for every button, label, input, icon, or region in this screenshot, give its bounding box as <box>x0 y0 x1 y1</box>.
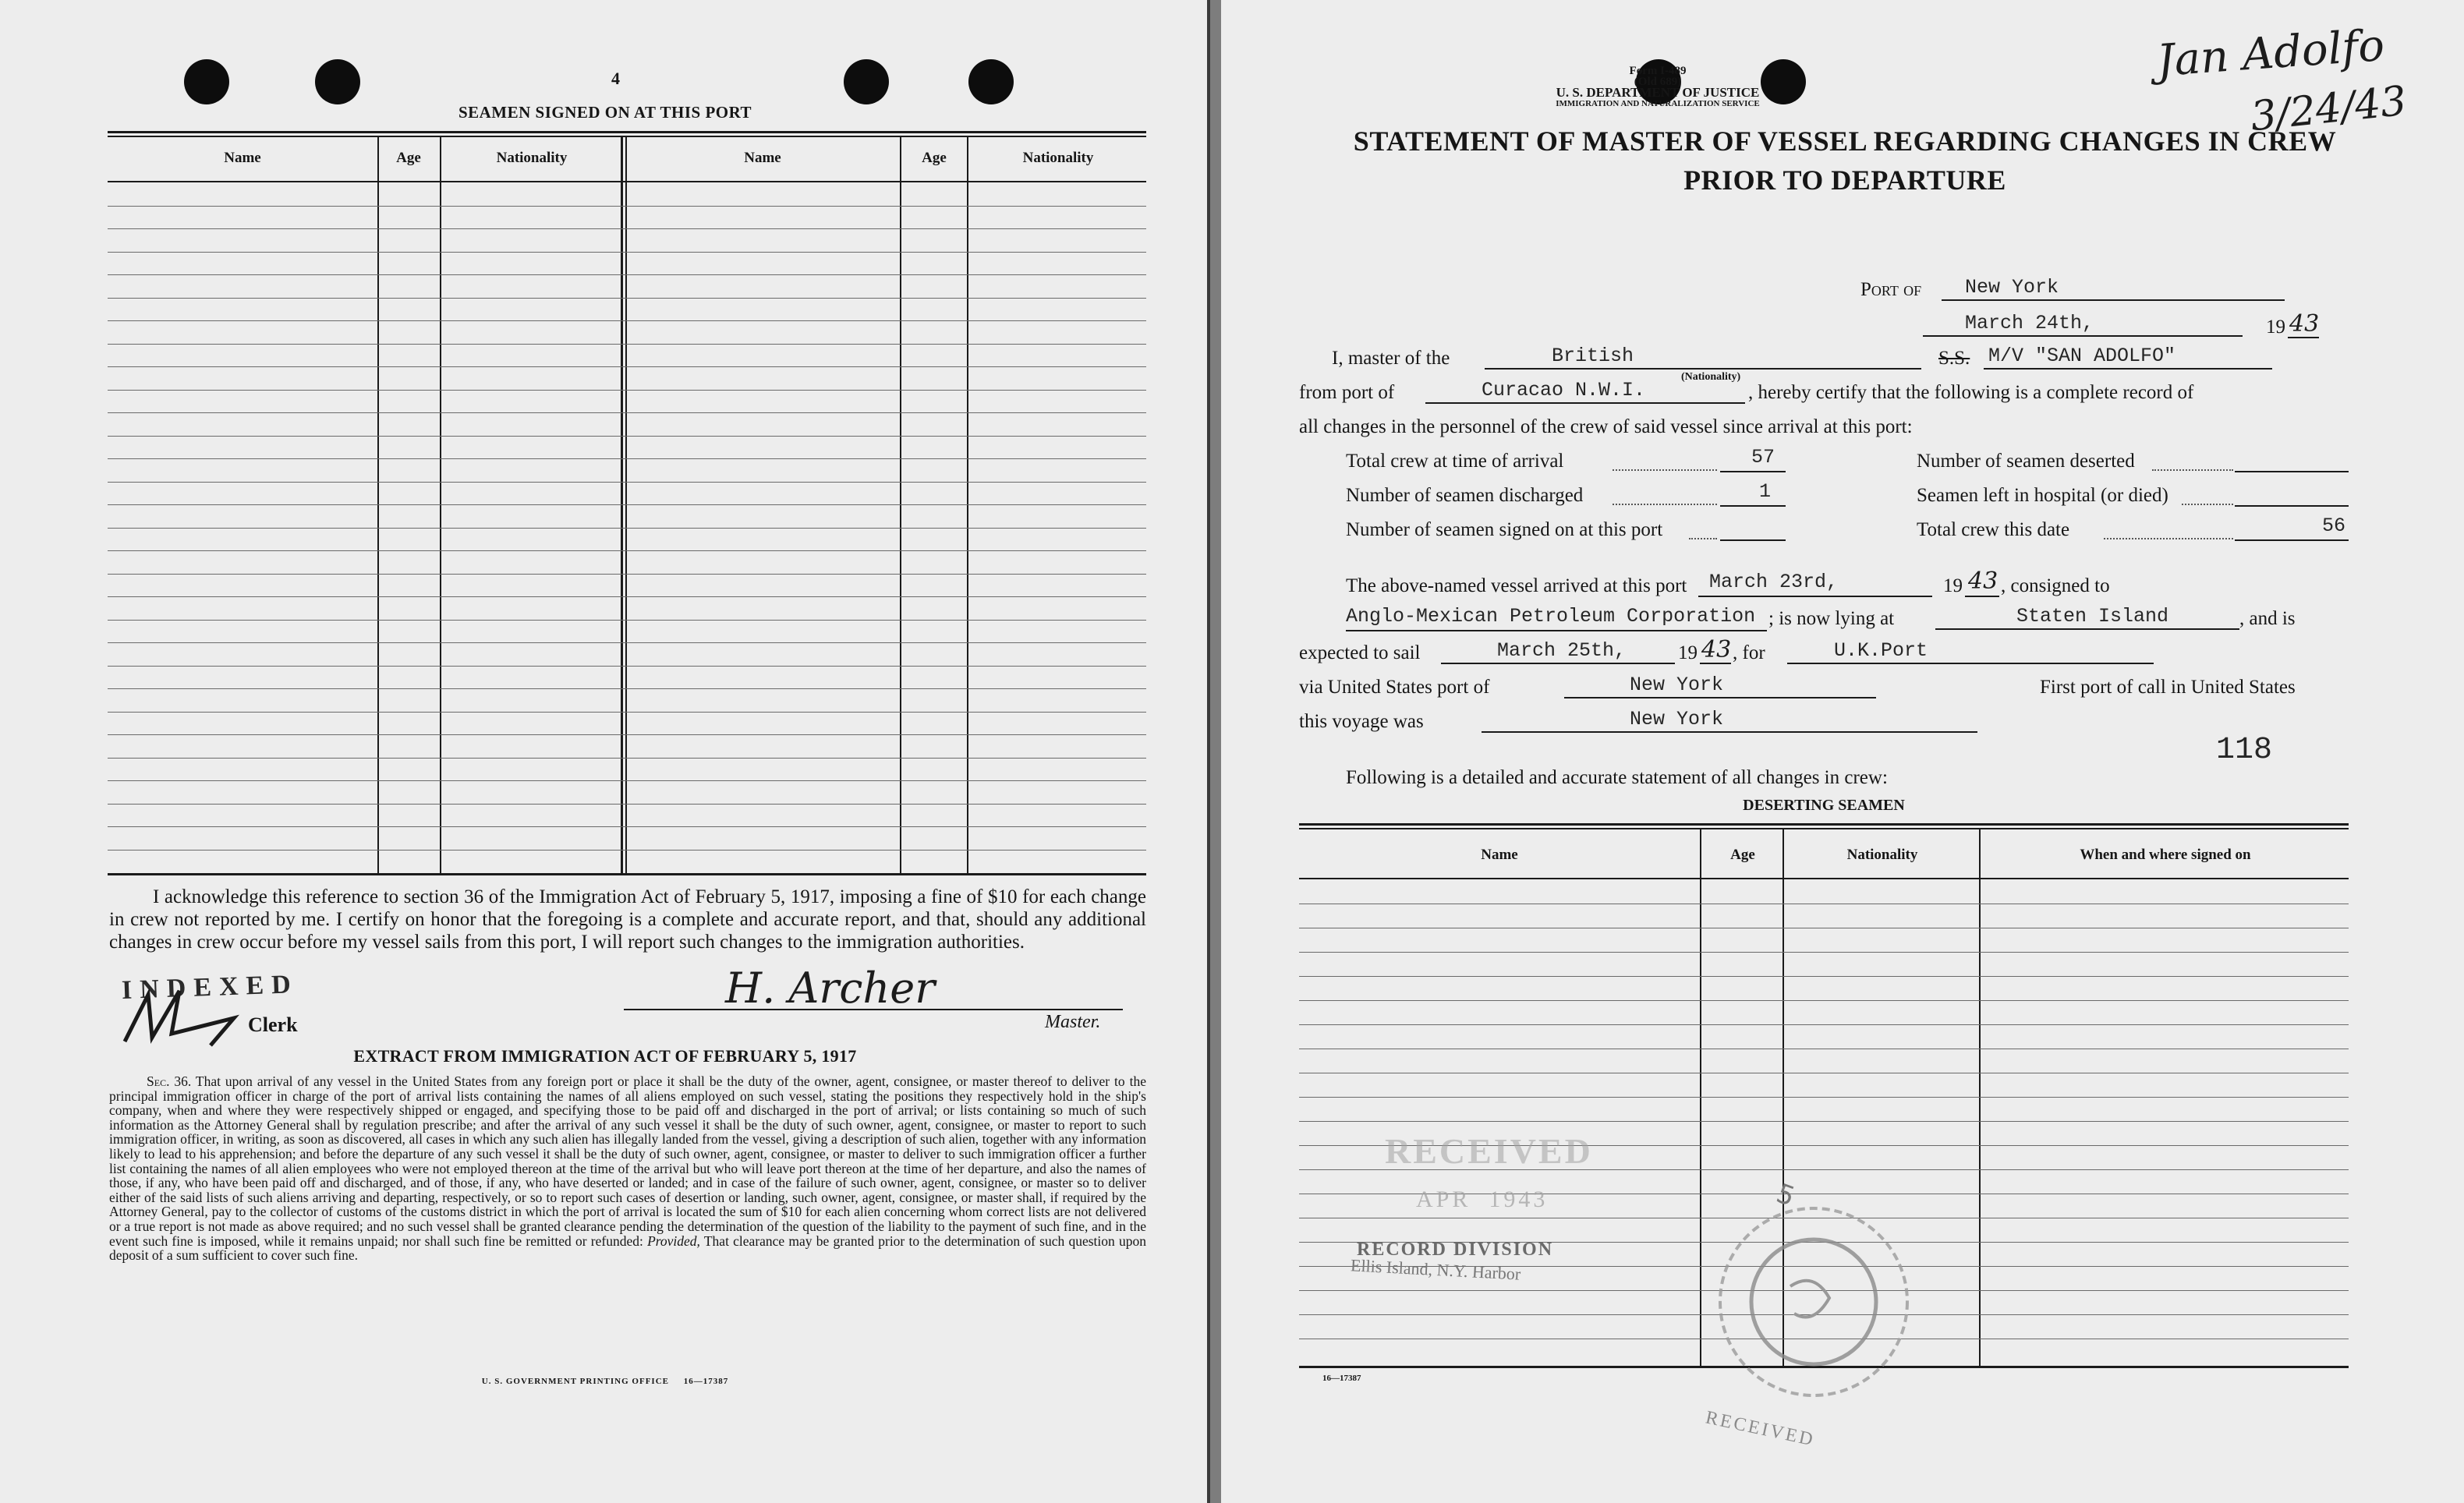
leader-dots <box>1689 538 1717 539</box>
table-row-rule <box>1299 952 2349 953</box>
table-row-rule <box>108 850 1146 851</box>
received-stamp: RECEIVED <box>1385 1131 1593 1171</box>
footer-number: 16—17387 <box>1322 1374 1361 1383</box>
and-is-label: , and is <box>2239 608 2296 629</box>
table-row-rule <box>108 206 1146 207</box>
printer-imprint: U. S. GOVERNMENT PRINTING OFFICE 16—17387 <box>481 1377 729 1386</box>
table-row-rule <box>108 780 1146 781</box>
punch-hole <box>184 59 229 104</box>
deserting-heading: DESERTING SEAMEN <box>1743 797 1905 814</box>
column-divider <box>440 137 441 875</box>
table-row-rule <box>108 366 1146 367</box>
nationality-value: British <box>1552 345 1634 367</box>
column-header-name: Name <box>1481 847 1518 863</box>
date-value: March 24th, <box>1965 312 2094 334</box>
section-36-text <box>109 1074 1146 1263</box>
left-page <box>0 0 1210 1503</box>
table-row-rule <box>108 712 1146 713</box>
table-row-rule <box>108 458 1146 459</box>
signature-line <box>624 1009 1123 1010</box>
ellis-island-stamp: Ellis Island, N.Y. Harbor <box>1350 1255 1521 1284</box>
handwritten-vessel-note: Jan Adolfo <box>2155 19 2386 87</box>
title-line-2: PRIOR TO DEPARTURE <box>1683 164 2006 196</box>
indexed-stamp: INDEXED <box>121 970 299 1005</box>
certify-text: , hereby certify that the following is a complete record of <box>1748 382 2194 403</box>
from-port-label: from port of <box>1299 382 1395 403</box>
handwritten-date-note: 3/24/43 <box>2248 77 2409 141</box>
table-row-rule <box>108 298 1146 299</box>
from-port-value: Curacao N.W.I. <box>1482 379 1646 401</box>
for-line <box>1787 663 2154 664</box>
column-header-age: Age <box>1730 847 1755 863</box>
page-number: 4 <box>611 69 620 88</box>
right-page <box>1221 0 2464 1503</box>
table-row-rule <box>108 274 1146 275</box>
table-top-rule <box>1299 823 2349 826</box>
column-header-name: Name <box>224 150 261 166</box>
consigned-to-label: , consigned to <box>2001 575 2110 596</box>
table-top-rule <box>108 131 1146 133</box>
section-end: That clearance may be granted prior to the determination of such question upon deposit of a sum sufficient to cover such fine. <box>109 1232 1147 1264</box>
form-header <box>1432 65 1884 109</box>
table-row-rule <box>108 528 1146 529</box>
signed-on-label: Number of seamen signed on at this port <box>1346 519 1663 540</box>
table-row-rule <box>108 574 1146 575</box>
table-row-rule <box>108 436 1146 437</box>
received-date-stamp: APR 1943 <box>1416 1186 1549 1212</box>
expected-label: expected to sail <box>1299 642 1421 663</box>
table-row-rule <box>108 320 1146 321</box>
arrived-label: The above-named vessel arrived at this port <box>1346 575 1687 596</box>
table-row-rule <box>108 804 1146 805</box>
table-top-rule <box>1299 828 2349 829</box>
column-header-nationality: Nationality <box>496 150 568 166</box>
column-divider <box>900 137 901 875</box>
arrived-year-prefix: 19 <box>1943 575 1963 596</box>
first-call-label: First port of call in United States <box>2040 677 2296 698</box>
svg-text:5: 5 <box>1772 1177 1799 1213</box>
column-divider <box>1979 829 1981 1367</box>
table-row-rule <box>108 826 1146 827</box>
port-line <box>1942 299 2285 301</box>
discharged-value: 1 <box>1759 480 1772 503</box>
column-divider <box>621 137 623 875</box>
extract-title: EXTRACT FROM IMMIGRATION ACT OF FEBRUARY 5, 1917 <box>353 1046 857 1066</box>
for-label: , for <box>1733 642 1765 663</box>
punch-hole <box>315 59 360 104</box>
deserted-label: Number of seamen deserted <box>1917 451 2135 472</box>
leader-dots <box>1613 469 1717 471</box>
all-changes-text: all changes in the personnel of the crew of said vessel since arrival at this port: <box>1299 416 1913 437</box>
section-heading: SEAMEN SIGNED ON AT THIS PORT <box>458 103 752 122</box>
value-line <box>2235 471 2349 472</box>
record-division-stamp: RECORD DIVISION <box>1357 1240 1554 1260</box>
department-name: U. S. DEPARTMENT OF JUSTICE <box>1556 85 1760 100</box>
consignee-value: Anglo-Mexican Petroleum Corporation <box>1346 605 1756 628</box>
table-row-rule <box>108 228 1146 229</box>
vessel-name-value: M/V "SAN ADOLFO" <box>1988 345 2176 367</box>
value-line <box>2235 505 2349 507</box>
expected-year-value: 43 <box>1701 636 1732 663</box>
column-header-age: Age <box>922 150 947 166</box>
expected-line <box>1441 663 1675 664</box>
column-header-age: Age <box>396 150 421 166</box>
leader-dots <box>2182 504 2233 505</box>
clerk-label: Clerk <box>248 1013 298 1036</box>
arrived-year-value: 43 <box>1968 568 1998 595</box>
value-line <box>1720 505 1786 507</box>
expected-year-prefix: 19 <box>1678 642 1698 663</box>
punch-hole <box>844 59 889 104</box>
from-port-line <box>1425 402 1745 404</box>
lying-line <box>1935 628 2239 630</box>
section-label: Sec. 36. <box>147 1073 192 1089</box>
table-row-rule <box>108 482 1146 483</box>
year-value: 43 <box>2289 310 2320 338</box>
table-row-rule <box>1299 1000 2349 1001</box>
table-header-rule <box>1299 878 2349 879</box>
voyage-label: this voyage was <box>1299 711 1424 732</box>
vessel-line <box>1984 368 2272 370</box>
section-body: That upon arrival of any vessel in the United States from any foreign port or place it shall be the duty of the owner, agent, consignee, or master thereof to deliver to the principal immigration officer in charge of the port of arrival lists containing the names of all aliens employed on such vessel, stating the positions they respectively hold in the ship's company, when and where they were respectively shipped or engaged, and specifying those to be paid off and discharged in the port of arrival; or lists containing so much of such information as the Attorney General shall by regulation prescribe; and after the arrival of any such vessel it shall be the duty of such owner, agent, consignee, or master to report to such immigration officer, in writing, as soon as discovered, all cases in which any such alien has illegally landed from the vessel, giving a description of such alien, together with any information likely to lead to his apprehension; and before the departure of any such vessel it shall be the duty of such owner, agent, consignee, or master to deliver to such immigration officer a further list containing the names of all alien employees who were not employed thereon at the time of the arrival but who will leave port thereon at the time of her departure, and also the names of those, if any, who have been paid off and discharged, and of those, if any, who have deserted or landed; and in case of the failure of such owner, agent, consignee, or master so to deliver either of the said lists of such aliens arriving and departing, respectively, or so to report such cases of desertion or landing, such owner, agent, consignee, or master shall, if required by the Attorney General, pay to the collector of customs of the customs district in which the port of arrival is located the sum of $10 for each alien concerning whom correct lists are not delivered or a true report is not made as above required; and no such vessel shall be granted clearance pending the determination of the question of the liability to the payment of such fine, and in the event such fine is imposed, while it remains unpaid; nor shall such fine be remitted or refunded: <box>109 1073 1146 1249</box>
arrived-year-line <box>1965 596 1999 597</box>
year-prefix: 19 <box>2266 317 2285 338</box>
punch-hole <box>968 59 1014 104</box>
table-row-rule <box>108 390 1146 391</box>
page-count: 118 <box>2216 733 2273 768</box>
form-number: Form I-489 <box>1629 65 1687 77</box>
port-label: Port of <box>1860 279 1922 300</box>
via-value: New York <box>1630 674 1724 696</box>
section-provided: Provided, <box>647 1232 700 1249</box>
table-row-rule <box>1299 1121 2349 1122</box>
table-row-rule <box>108 620 1146 621</box>
value-line <box>1720 471 1786 472</box>
table-row-rule <box>108 252 1146 253</box>
nationality-line <box>1485 368 1921 370</box>
table-row-rule <box>108 642 1146 643</box>
circular-postmark-icon <box>1697 1169 1931 1411</box>
expected-date-value: March 25th, <box>1497 639 1627 662</box>
consignee-line <box>1346 630 1767 631</box>
leader-dots <box>1613 504 1717 505</box>
acknowledgment-text: I acknowledge this reference to section 36 of the Immigration Act of February 5, 1917, imposing a fine of $10 for each change in crew not reported by me. I certify on honor that the foregoing is a complete and accurate report, and that, should any additional changes in crew occur before my vessel sails from this port, I will report such changes to the immigration authorities. <box>109 886 1146 953</box>
table-row-rule <box>108 412 1146 413</box>
table-header-rule <box>108 181 1146 182</box>
column-header-nationality: Nationality <box>1022 150 1094 166</box>
total-this-date-label: Total crew this date <box>1917 519 2070 540</box>
table-top-rule <box>108 136 1146 137</box>
following-text: Following is a detailed and accurate statement of all changes in crew: <box>1346 767 1888 788</box>
for-value: U.K.Port <box>1834 639 1928 662</box>
date-line <box>1923 335 2243 337</box>
table-row-rule <box>1299 1024 2349 1025</box>
via-line <box>1564 697 1876 698</box>
column-divider <box>967 137 968 875</box>
value-line <box>1720 539 1786 541</box>
hospital-label: Seamen left in hospital (or died) <box>1917 485 2168 506</box>
title-line-1: STATEMENT OF MASTER OF VESSEL REGARDING CHANGES IN CREW <box>1353 126 2337 157</box>
form-title <box>1338 122 2352 200</box>
table-row-rule <box>108 550 1146 551</box>
discharged-label: Number of seamen discharged <box>1346 485 1584 506</box>
total-crew-arrival-value: 57 <box>1751 446 1775 469</box>
leader-dots <box>2152 469 2233 471</box>
table-row-rule <box>108 666 1146 667</box>
master-of-label: I, master of the <box>1332 348 1450 369</box>
vessel-prefix: S.S. <box>1938 348 1970 369</box>
table-row-rule <box>108 504 1146 505</box>
via-label: via United States port of <box>1299 677 1490 698</box>
table-row-rule <box>108 758 1146 759</box>
total-this-date-value: 56 <box>2322 515 2346 537</box>
received-bottom-stamp: RECEIVED <box>1703 1407 1817 1451</box>
now-lying-at-label: ; is now lying at <box>1768 608 1895 629</box>
table-row-rule <box>108 688 1146 689</box>
form-old-number: (Old 689) <box>1634 76 1682 88</box>
column-divider <box>377 137 379 875</box>
table-row-rule <box>108 596 1146 597</box>
port-value: New York <box>1965 276 2059 299</box>
voyage-line <box>1482 731 1977 733</box>
table-row-rule <box>1299 976 2349 977</box>
lying-value: Staten Island <box>2016 605 2169 628</box>
column-header-signed-on: When and where signed on <box>2080 847 2251 863</box>
service-name: IMMIGRATION AND NATURALIZATION SERVICE <box>1556 99 1760 108</box>
arrived-date-value: March 23rd, <box>1709 571 1839 593</box>
voyage-value: New York <box>1630 708 1724 730</box>
leader-dots <box>2104 538 2233 539</box>
master-signature: H. Archer <box>725 964 936 1013</box>
table-row-rule <box>108 734 1146 735</box>
table-row-rule <box>1299 1097 2349 1098</box>
column-header-nationality: Nationality <box>1846 847 1918 863</box>
table-bottom-rule <box>108 873 1146 875</box>
table-row-rule <box>108 344 1146 345</box>
master-label: Master. <box>1045 1012 1101 1032</box>
value-line <box>2235 539 2349 541</box>
column-divider <box>625 137 627 875</box>
nationality-caption: (Nationality) <box>1681 371 1741 383</box>
total-crew-arrival-label: Total crew at time of arrival <box>1346 451 1564 472</box>
arrived-line <box>1698 596 1932 597</box>
column-header-name: Name <box>744 150 781 166</box>
